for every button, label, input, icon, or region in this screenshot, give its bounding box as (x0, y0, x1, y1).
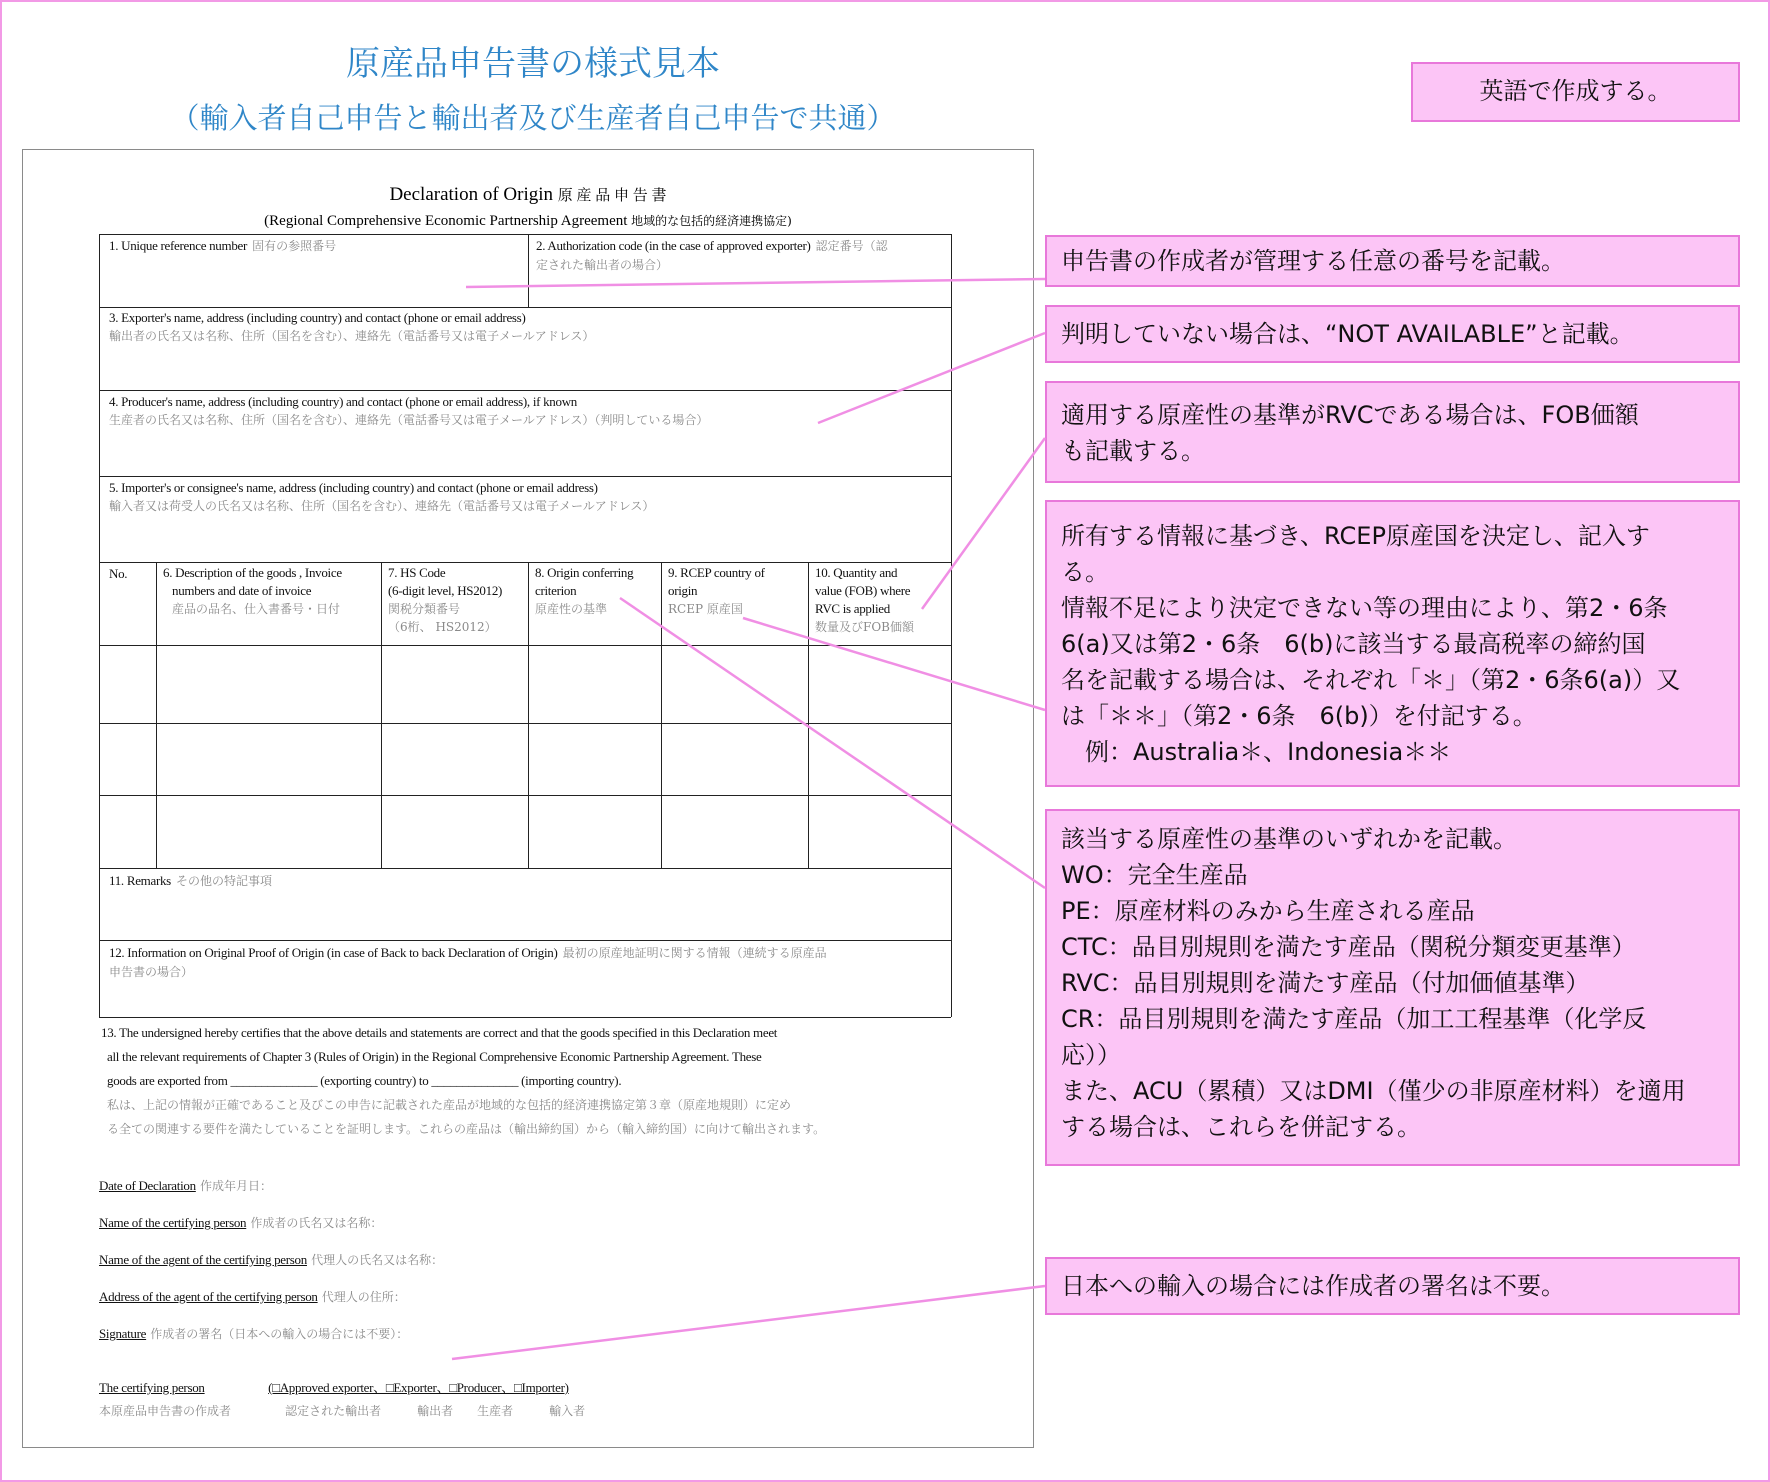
note-criterion-line: RVC：品目別規則を満たす産品（付加価値基準） (1061, 969, 1590, 997)
page-subtitle: （輸入者自己申告と輸出者及び生産者自己申告で共通） (170, 101, 896, 135)
note-rvc-fob (1045, 381, 1740, 483)
note-rcep-line: 名を記載する場合は、それぞれ「＊」（第2・6条6(a)）又 (1061, 666, 1681, 694)
grid-line (99, 234, 100, 1017)
note-rcep-line: 情報不足により決定できない等の理由により、第2・6条 (1061, 594, 1668, 622)
col-9-label-jp: RCEP 原産国 (668, 602, 743, 616)
field-2-label: 2. Authorization code (in the case of approved exporter) (536, 238, 811, 253)
col-9-label-2: origin (668, 583, 698, 598)
field-13-line-2: all the relevant requirements of Chapter 3 (Rules of Origin) in the Regional Comprehensive Economic Partnership Agreement. These (107, 1049, 762, 1064)
agent-label: Name of the agent of the certifying person (99, 1252, 307, 1267)
field-13-line-1: 13. The undersigned hereby certifies that the above details and statements are correct and that the goods specified in this Declaration meet (101, 1025, 778, 1040)
page-title: 原産品申告書の様式見本 (346, 44, 720, 84)
field-1-label: 1. Unique reference number (109, 238, 248, 253)
form-title (23, 184, 1033, 206)
note-english: 英語で作成する。 (1411, 62, 1740, 122)
grid-line (99, 562, 951, 563)
note-criterion-line: 該当する原産性の基準のいずれかを記載。 (1061, 825, 1517, 853)
grid-line (808, 562, 809, 868)
form-subtitle-en: (Regional Comprehensive Economic Partnership Agreement (264, 213, 628, 229)
grid-line (99, 723, 951, 724)
grid-line (951, 234, 952, 1017)
name-label-jp: 作成者の氏名又は名称： (250, 1216, 383, 1230)
col-8-label-jp: 原産性の基準 (535, 602, 608, 616)
field-4-label-jp: 生産者の氏名又は名称、住所（国名を含む）、連絡先（電話番号又は電子メールアドレス）（判明している場合） (109, 413, 709, 427)
col-7-label-2: (6-digit level, HS2012) (388, 583, 503, 598)
field-3 (109, 309, 944, 345)
address-label-jp: 代理人の住所： (321, 1290, 406, 1304)
note-criterion-line: する場合は、これらを併記する。 (1061, 1113, 1421, 1141)
grid-line (99, 645, 951, 646)
signature-label: Signature (99, 1326, 147, 1341)
field-12 (109, 943, 944, 981)
col-8-label-2: criterion (535, 583, 577, 598)
note-criterion-line: CTC：品目別規則を満たす産品（関税分類変更基準） (1061, 933, 1636, 961)
certifying-options: (□Approved exporter、□Exporter、□Producer、□Importer) (268, 1380, 569, 1395)
note-criterion-line: PE：原産材料のみから生産される産品 (1061, 897, 1475, 925)
note-rcep-line: 例：Australia＊、Indonesia＊＊ (1061, 738, 1452, 766)
grid-line (99, 307, 951, 308)
name-label: Name of the certifying person (99, 1215, 247, 1230)
field-3-label: 3. Exporter's name, address (including country) and contact (phone or email address) (109, 310, 526, 325)
note-not-available: 判明していない場合は、“NOT AVAILABLE”と記載。 (1045, 305, 1740, 363)
field-2 (536, 236, 948, 274)
col-8-header (535, 564, 661, 618)
col-10-label-2: value (FOB) where (815, 583, 911, 598)
date-label-jp: 作成年月日： (199, 1179, 272, 1193)
field-3-label-jp: 輸出者の氏名又は名称、住所（国名を含む）、連絡先（電話番号又は電子メールアドレス） (109, 329, 595, 343)
field-5-label: 5. Importer's or consignee's name, address (including country) and contact (phone or email address) (109, 480, 598, 495)
field-12-label-jp: 最初の原産地証明に関する情報（連続する原産品 (562, 946, 827, 960)
form-title-jp: 原 産 品 申 告 書 (557, 188, 667, 204)
field-13-line-jp1: 私は、上記の情報が正確であること及びこの申告に記載された産品が地域的な包括的経済連携協定第３章（原産地規則）に定め (107, 1098, 792, 1112)
note-rvc-fob-line: も記載する。 (1061, 437, 1205, 465)
signature-label-jp: 作成者の署名（日本への輸入の場合には不要）： (150, 1327, 409, 1341)
grid-line (156, 562, 157, 868)
grid-line (99, 795, 951, 796)
form-title-en: Declaration of Origin (389, 184, 554, 205)
col-8-label: 8. Origin conferring (535, 565, 634, 580)
col-9-header (668, 564, 808, 618)
col-7-header (388, 564, 528, 636)
grid-line (99, 868, 951, 869)
field-11 (109, 871, 944, 890)
form-subtitle-jp: 地域的な包括的経済連携協定) (631, 214, 792, 228)
field-5 (109, 479, 944, 515)
form-subtitle (23, 212, 1033, 230)
col-6-label: 6. Description of the goods , Invoice (163, 565, 342, 580)
grid-line (381, 562, 382, 868)
col-7-label-jp: 関税分類番号 (388, 602, 461, 616)
date-of-declaration (99, 1177, 272, 1196)
col-10-label-3: RVC is applied (815, 601, 890, 616)
col-7-label: 7. HS Code (388, 565, 446, 580)
note-signature: 日本への輸入の場合には作成者の署名は不要。 (1045, 1257, 1740, 1315)
field-4-label: 4. Producer's name, address (including country) and contact (phone or email address), if known (109, 394, 577, 409)
col-7-label-jp2: （6桁、 HS2012） (388, 620, 497, 634)
field-12-label: 12. Information on Original Proof of Origin (in case of Back to back Declaration of Origin) (109, 945, 558, 960)
grid-line (99, 476, 951, 477)
name-of-certifying-person (99, 1214, 382, 1233)
field-2-label-jp: 認定番号（認 (815, 239, 888, 253)
field-13-line-jp2: る全ての関連する要件を満たしていることを証明します。これらの産品は（輸出締約国）から（輸入締約国）に向けて輸出されます。 (107, 1122, 826, 1136)
field-11-label: 11. Remarks (109, 873, 171, 888)
note-rcep-line: 所有する情報に基づき、RCEP原産国を決定し、記入す (1061, 522, 1650, 550)
grid-line (99, 940, 951, 941)
note-origin-criterion (1045, 809, 1740, 1166)
field-1 (109, 236, 519, 255)
note-criterion-line: CR：品目別規則を満たす産品（加工工程基準（化学反 (1061, 1005, 1647, 1033)
certifying-options-jp: 認定された輸出者 輸出者 生産者 輸入者 (285, 1404, 586, 1418)
field-11-label-jp: その他の特記事項 (176, 874, 273, 888)
note-rcep-country (1045, 500, 1740, 787)
grid-line (528, 234, 529, 307)
certifying-label-jp: 本原産品申告書の作成者 (99, 1404, 232, 1418)
col-no-label: No. (109, 566, 128, 581)
grid-line (99, 390, 951, 391)
address-label: Address of the agent of the certifying person (99, 1289, 318, 1304)
col-10-header (815, 564, 951, 636)
note-reference: 申告書の作成者が管理する任意の番号を記載。 (1045, 235, 1740, 287)
grid-line (99, 1017, 951, 1018)
col-10-label: 10. Quantity and (815, 565, 898, 580)
field-12-label-jp2: 申告書の場合） (109, 965, 194, 979)
note-criterion-line: 応）） (1061, 1041, 1121, 1069)
grid-line (661, 562, 662, 868)
field-1-label-jp: 固有の参照番号 (252, 239, 337, 253)
name-of-agent (99, 1251, 443, 1270)
note-rcep-line: る。 (1061, 558, 1109, 586)
grid-line (528, 562, 529, 868)
col-6-label-2: numbers and date of invoice (172, 583, 312, 598)
col-9-label: 9. RCEP country of (668, 565, 765, 580)
signature-line (99, 1325, 408, 1344)
note-rcep-line: 6(a)又は第2・6条 6(b)に該当する最高税率の締約国 (1061, 630, 1646, 658)
certifying-label: The certifying person (99, 1380, 205, 1395)
date-label: Date of Declaration (99, 1178, 196, 1193)
declaration-form (22, 149, 1034, 1448)
field-4 (109, 393, 944, 429)
address-of-agent (99, 1288, 406, 1307)
note-criterion-line: WO：完全生産品 (1061, 861, 1248, 889)
col-6-label-jp: 産品の品名、仕入書番号・日付 (172, 602, 341, 616)
grid-line (99, 234, 951, 235)
field-13 (101, 1021, 981, 1141)
field-2-label-jp2: 定された輸出者の場合） (536, 258, 669, 272)
agent-label-jp: 代理人の氏名又は名称： (311, 1253, 444, 1267)
col-no-header (109, 564, 154, 583)
field-5-label-jp: 輸入者又は荷受人の氏名又は名称、住所（国名を含む）、連絡先（電話番号又は電子メールアドレス） (109, 499, 655, 513)
note-rvc-fob-line: 適用する原産性の基準がRVCである場合は、FOB価額 (1061, 401, 1639, 429)
col-6-header (163, 564, 378, 618)
note-criterion-line: また、ACU（累積）又はDMI（僅少の非原産材料）を適用 (1061, 1077, 1686, 1105)
field-13-line-3: goods are exported from ______________ (exporting country) to ______________ (importing country). (107, 1073, 622, 1088)
certifying-person-type (99, 1379, 979, 1421)
note-rcep-line: は「＊＊」（第2・6条 6(b)）を付記する。 (1061, 702, 1537, 730)
col-10-label-jp: 数量及びFOB価額 (815, 620, 914, 634)
